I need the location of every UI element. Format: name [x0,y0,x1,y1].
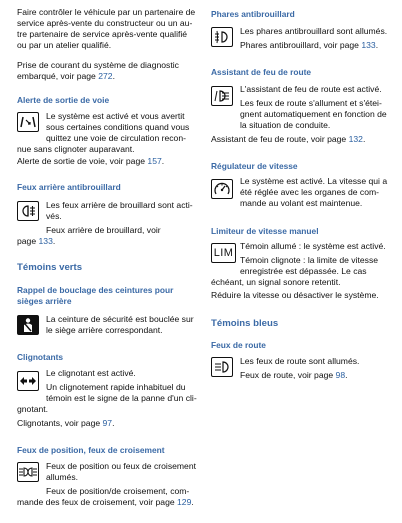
rear-fog-heading: Feux arrière antibrouillard [17,182,121,192]
lane-departure-page-link[interactable]: 157 [147,156,162,166]
green-indicators-heading: Témoins verts [17,262,83,273]
seatbelt-heading-2: sièges arrière [17,296,72,306]
speed-limiter-icon: LIM [211,243,236,263]
diagnostic-text: Prise de courant du système de diagnostic [17,60,179,70]
turn-signal-page-link[interactable]: 97 [102,418,113,428]
seatbelt-heading: Rappel de bouclage des ceintures pour [17,285,174,295]
lane-departure-line-1: Le système est activé et vous avertit [46,111,185,121]
turn-signal-line-1: Le clignotant est activé. [46,368,136,378]
high-beam-icon [211,357,233,377]
cruise-control-line-3: mande au volant est maintenue. [240,198,363,208]
front-fog-line-1: Les phares antibrouillard sont allumés. [240,26,388,36]
rear-fog-line-1: Les feux arrière de brouillard sont acti- [46,200,193,210]
front-fog-page-link[interactable]: 133 [361,40,376,50]
high-beam-assist-line-3: gnent automatiquement en fonction de [240,109,387,119]
turn-signal-line-4: gnotant. [17,404,49,414]
cruise-control-line-2: été réglée avec les organes de com- [240,187,380,197]
rear-fog-page-link[interactable]: 133 [38,236,53,246]
high-beam-line-1: Les feux de route sont allumés. [240,356,360,366]
turn-signal-ref: Clignotants, voir page 97. [17,418,115,428]
high-beam-heading: Feux de route [211,340,266,350]
lane-departure-line-2: sous certaines conditions quand vous [46,122,190,132]
cruise-control-heading: Régulateur de vitesse [211,161,298,171]
high-beam-assist-heading: Assistant de feu de route [211,67,312,77]
intro-line-4: ou par un atelier qualifié. [17,40,112,50]
high-beam-page-link[interactable]: 98 [335,370,346,380]
front-fog-heading: Phares antibrouillard [211,9,295,19]
rear-fog-line-2: vés. [46,211,62,221]
diagnostic-ref: embarqué, voir page 272. [17,71,115,81]
high-beam-assist-ref: Assistant de feu de route, voir page 132. [211,134,366,144]
cruise-control-icon [211,179,233,199]
rear-fog-light-icon [17,201,39,221]
turn-signal-heading: Clignotants [17,352,64,362]
front-fog-ref: Phares antibrouillard, voir page 133. [240,40,379,50]
diagnostic-page-link[interactable]: 272 [98,71,113,81]
seatbelt-line-2: le siège arrière correspondant. [46,325,163,335]
speed-limiter-line-4: échéant, un signal sonore retentit. [211,277,341,287]
position-lights-icon [17,462,39,482]
front-fog-light-icon [211,27,233,47]
position-lights-ref-2: mande des feux de croisement, voir page 129. [17,497,194,507]
intro-line-3: tre partenaire de service après-vente qualifié [17,29,188,39]
speed-limiter-line-3: enregistrée est dépassée. Le cas [240,266,367,276]
position-lights-heading: Feux de position, feux de croisement [17,445,165,455]
lane-departure-heading: Alerte de sortie de voie [17,95,110,105]
turn-signal-line-2: Un clignotement rapide inhabituel du [46,382,186,392]
speed-limiter-line-1: Témoin allumé : le système est activé. [240,241,386,251]
high-beam-assist-line-1: L'assistant de feu de route est activé. [240,84,382,94]
blue-indicators-heading: Témoins bleus [211,318,279,329]
lane-departure-icon [17,112,39,132]
high-beam-ref: Feux de route, voir page 98. [240,370,348,380]
speed-limiter-line-5: Réduire la vitesse ou désactiver le système. [211,290,379,300]
seatbelt-line-1: La ceinture de sécurité est bouclée sur [46,314,194,324]
speed-limiter-line-2: Témoin clignote : la limite de vitesse [240,255,379,265]
position-lights-ref: Feux de position/de croisement, com- [46,486,190,496]
seatbelt-icon [17,315,39,335]
intro-line-1: Faire contrôler le véhicule par un partenaire de [17,7,196,17]
lane-departure-line-3: quittez une voie de circulation recon- [46,133,186,143]
position-lights-page-link[interactable]: 129 [177,497,192,507]
lane-departure-line-4: nue sans clignoter auparavant. [17,144,135,154]
cruise-control-line-1: Le système est activé. La vitesse qui a [240,176,388,186]
high-beam-assist-page-link[interactable]: 132 [348,134,363,144]
high-beam-assist-line-2: Les feux de route s'allument et s'étei- [240,98,382,108]
speed-limiter-heading: Limiteur de vitesse manuel [211,226,319,236]
turn-signal-line-3: témoin est le signe de la panne d'un cli- [46,393,197,403]
high-beam-assist-icon [211,86,233,106]
rear-fog-ref: Feux arrière de brouillard, voir [46,225,161,235]
position-lights-line-2: allumés. [46,472,78,482]
intro-line-2: service après-vente du constructeur ou un au- [17,18,193,28]
high-beam-assist-line-4: la situation de conduite. [240,120,331,130]
lane-departure-ref: Alerte de sortie de voie, voir page 157. [17,156,165,166]
position-lights-line-1: Feux de position ou feux de croisement [46,461,197,471]
rear-fog-ref-2: page 133. [17,236,56,246]
turn-signal-icon [17,371,39,391]
